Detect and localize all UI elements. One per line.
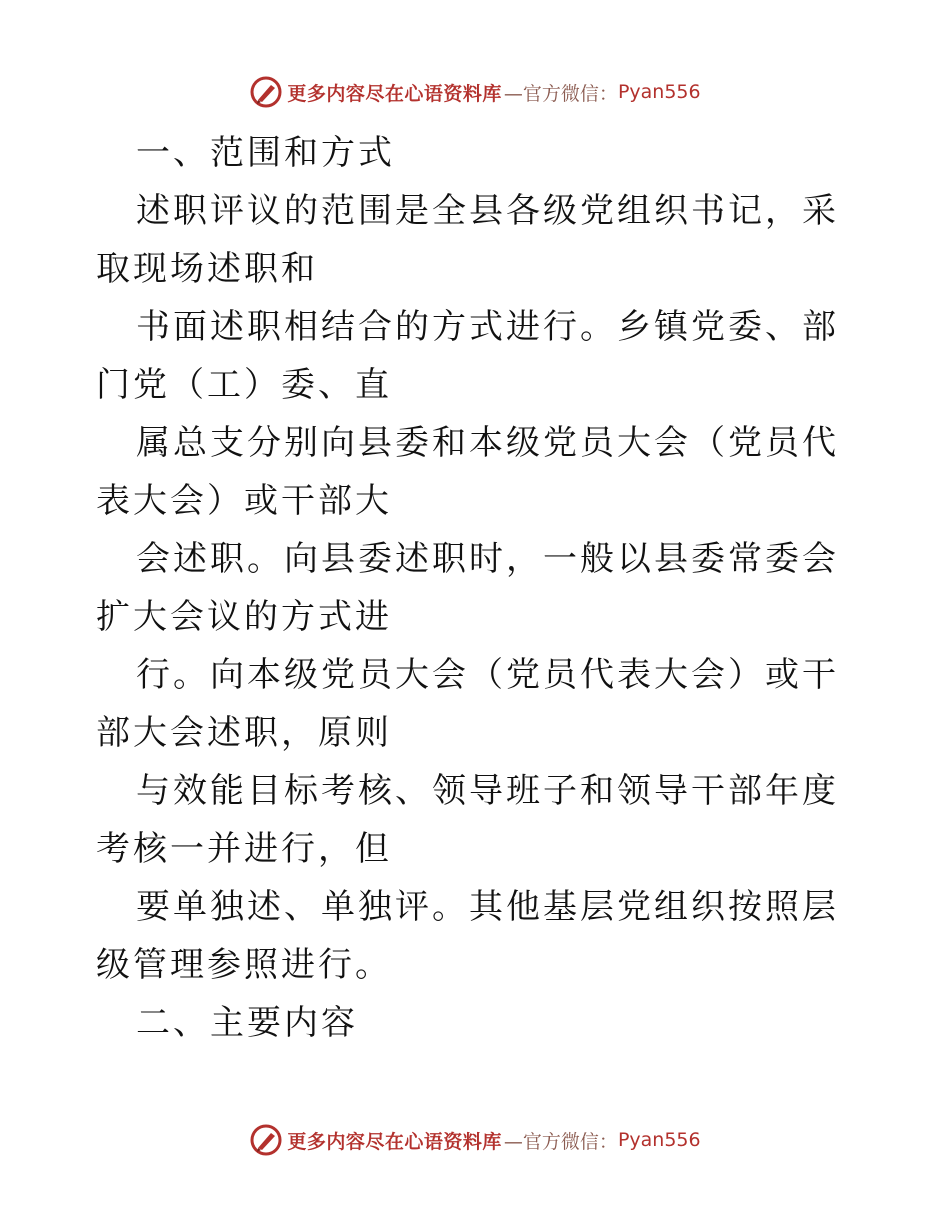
watermark-promo-text: 更多内容尽在心语资料库 (287, 82, 502, 105)
section-heading: 一、范围和方式 (136, 133, 395, 173)
paragraph: 行。向本级党员大会（党员代表大会）或干部大会述职，原则 (96, 655, 839, 753)
paragraph: 属总支分别向县委和本级党员大会（党员代表大会）或干部大 (96, 423, 839, 521)
paragraph: 要单独述、单独评。其他基层党组织按照层级管理参照进行。 (96, 887, 839, 985)
watermark-banner-bottom (0, 1120, 950, 1160)
pen-circle-icon (249, 1123, 283, 1157)
watermark-banner-top (0, 72, 950, 112)
watermark-promo-text: 更多内容尽在心语资料库 (287, 1130, 502, 1153)
watermark-account: Pyan556 (617, 1129, 701, 1151)
watermark-account: Pyan556 (617, 81, 701, 103)
paragraph: 与效能目标考核、领导班子和领导干部年度考核一并进行，但 (96, 771, 839, 869)
section-heading: 二、主要内容 (136, 1003, 358, 1043)
document-body (96, 124, 856, 1052)
watermark-wechat-label: —官方微信： (503, 1130, 618, 1153)
pen-circle-icon (249, 75, 283, 109)
paragraph: 会述职。向县委述职时，一般以县委常委会扩大会议的方式进 (96, 539, 839, 637)
paragraph: 述职评议的范围是全县各级党组织书记，采取现场述职和 (96, 191, 839, 289)
paragraph: 书面述职相结合的方式进行。乡镇党委、部门党（工）委、直 (96, 307, 839, 405)
watermark-wechat-label: —官方微信： (503, 82, 618, 105)
